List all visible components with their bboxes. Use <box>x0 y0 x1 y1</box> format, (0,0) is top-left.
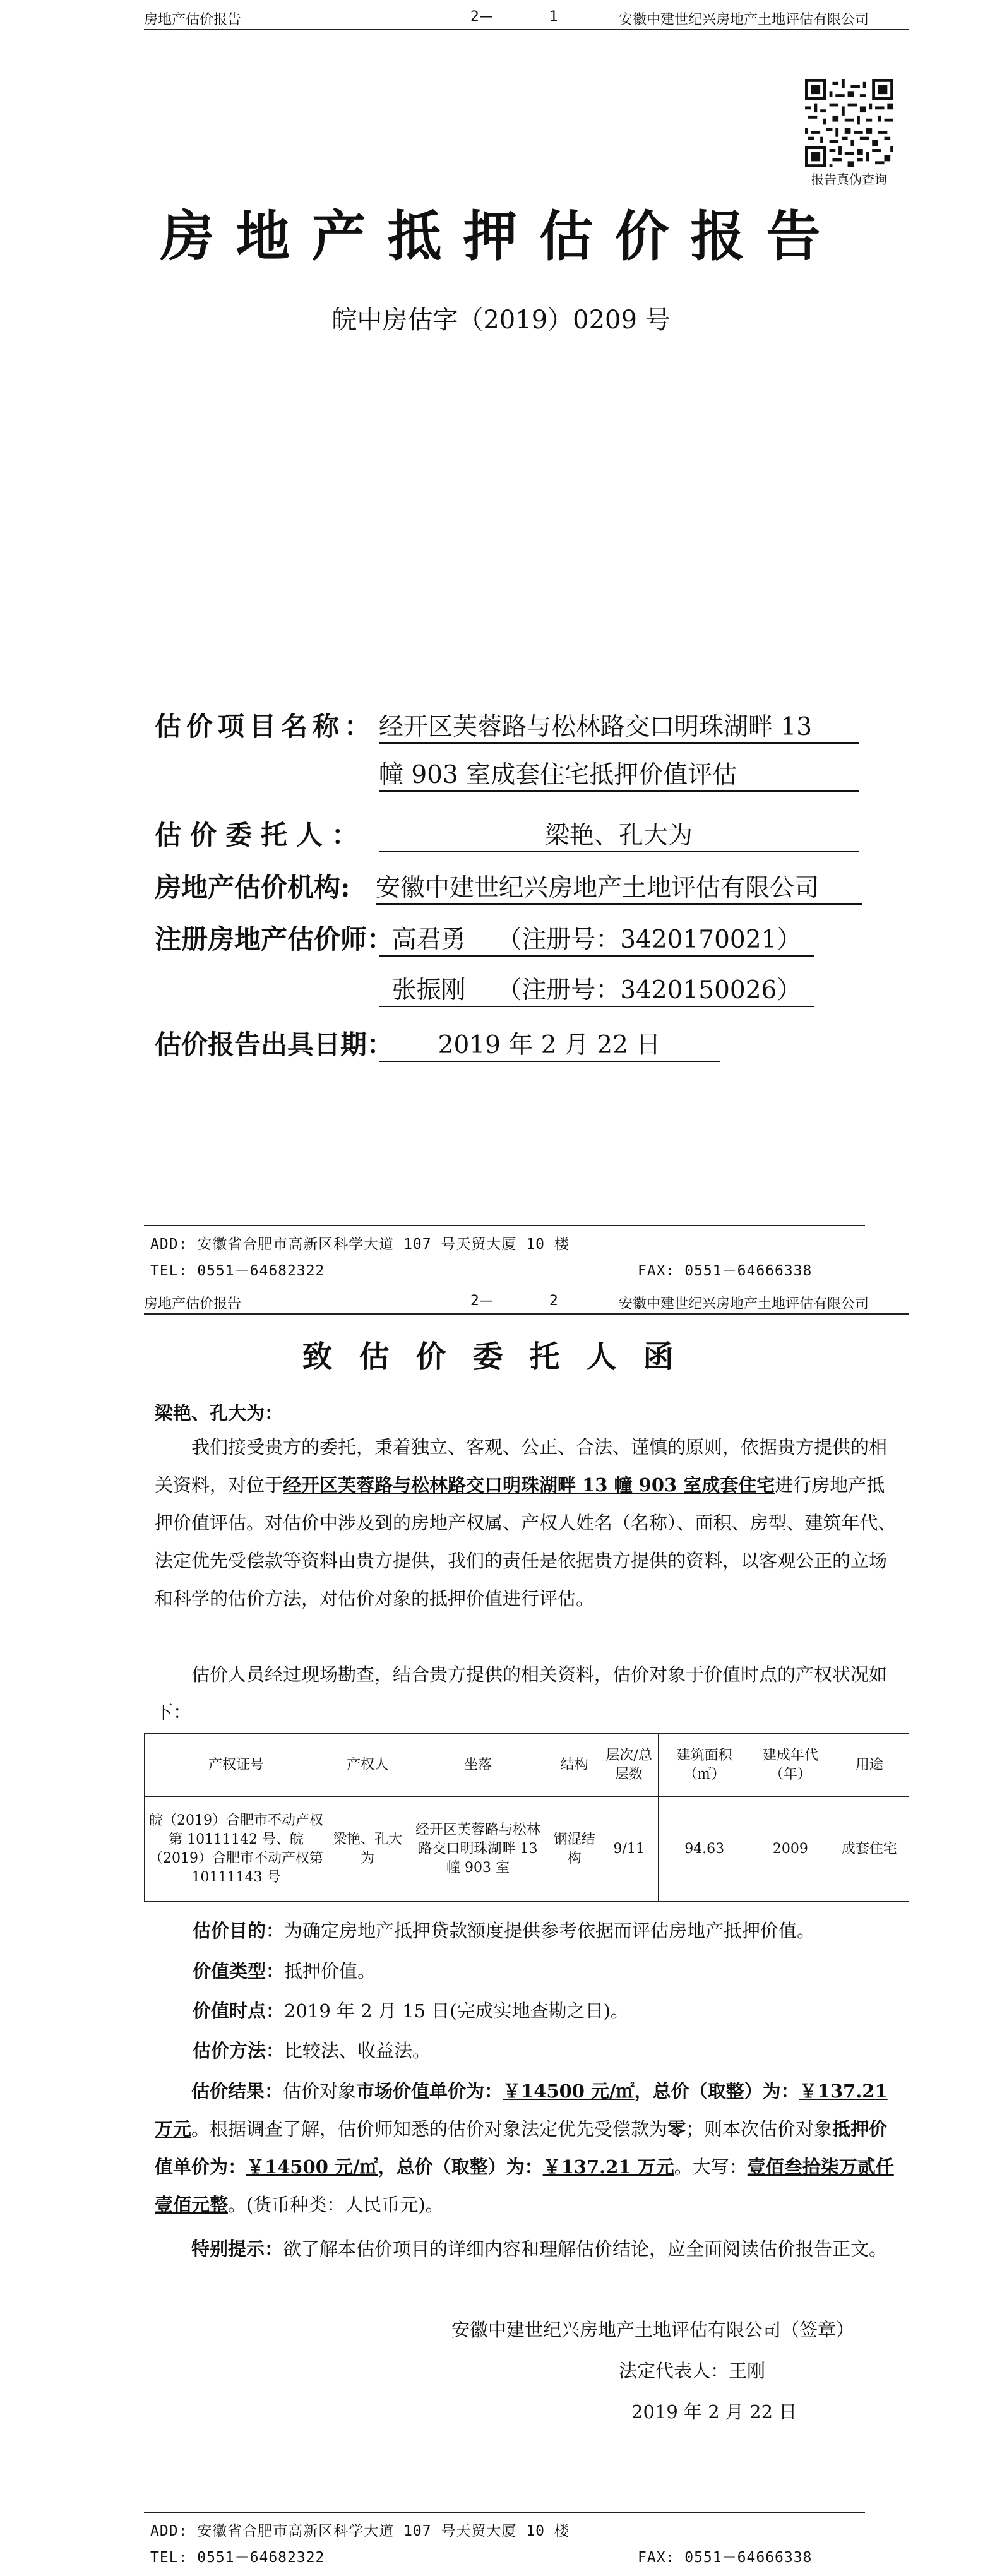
header-right: 安徽中建世纪兴房地产土地评估有限公司 <box>619 12 869 28</box>
result-text: 。大写： <box>674 2156 748 2178</box>
market-unit-price: ￥14500 元/㎡ <box>503 2080 635 2102</box>
paragraph-1-text-c: 进行房地产抵押价值评估。对估价中涉及到的房地产权属、产权人姓名（名称）、面积、房型、建筑年代、法定优先受偿款等资料由贵方提供，我们的责任是依据贵方提供的资料，以客观公正的立场和科学的估价方法，对估价对象的抵押价值进行评估。 <box>155 1474 897 1609</box>
header-left: 房地产估价报告 <box>144 1296 242 1312</box>
signature-representative: 法定代表人：王刚 <box>619 2360 766 2382</box>
paragraph-1 <box>155 1428 897 1618</box>
result-text: 。根据调查了解，估价师知悉的估价对象法定优先受偿款为 <box>191 2118 668 2140</box>
header-rule <box>144 29 909 30</box>
letter-title: 致估价委托人函 <box>302 1339 700 1374</box>
header-page-number: 1 <box>549 9 558 25</box>
project-name-line1: 经开区芙蓉路与松林路交口明珠湖畔 13 <box>379 707 859 744</box>
client-value: 梁艳、孔大为 <box>379 816 859 852</box>
mortgage-total-price: ￥137.21 万元 <box>542 2156 674 2178</box>
table-header-cell: 结构 <box>549 1734 600 1797</box>
value-time-line <box>193 1992 629 2030</box>
client-label: 估价委托人： <box>155 820 367 850</box>
value-time-value: 2019 年 2 月 15 日(完成实地查勘之日)。 <box>284 2000 629 2022</box>
footer-fax: FAX: 0551－64666338 <box>638 1263 813 1279</box>
header-right: 安徽中建世纪兴房地产土地评估有限公司 <box>619 1296 869 1312</box>
note-text: 欲了解本估价项目的详细内容和理解估价结论，应全面阅读估价报告正文。 <box>283 2238 888 2260</box>
table-cell-cert: 皖（2019）合肥市不动产权第 10111142 号、皖（2019）合肥市不动产权第 10111143 号 <box>145 1797 328 1902</box>
priority-claim: 零 <box>667 2118 686 2140</box>
table-header-cell: 产权人 <box>328 1734 407 1797</box>
note-paragraph <box>155 2230 897 2268</box>
footer-rule <box>144 1225 865 1226</box>
paragraph-2: 估价人员经过现场勘查，结合贵方提供的相关资料，估价对象于价值时点的产权状况如下： <box>155 1664 888 1723</box>
result-text: ，总价（取整）为： <box>378 2156 543 2178</box>
footer-fax: FAX: 0551－64666338 <box>638 2549 813 2566</box>
value-time-label: 价值时点： <box>193 2000 285 2022</box>
result-text: 估价对象 <box>283 2080 357 2102</box>
appraiser-label: 注册房地产估价师： <box>155 924 394 955</box>
value-type-line <box>193 1952 376 1990</box>
footer-tel: TEL: 0551－64682322 <box>150 2549 325 2566</box>
property-address: 经开区芙蓉路与松林路交口明珠湖畔 13 幢 903 室成套住宅 <box>283 1474 775 1496</box>
footer-address: ADD: 安徽省合肥市高新区科学大道 107 号天贸大厦 10 楼 <box>150 2523 570 2539</box>
result-paragraph <box>155 2072 897 2224</box>
result-text: ；则本次估价对象 <box>686 2118 833 2140</box>
header-page-dash: 2— <box>470 9 493 25</box>
table-cell-owner: 梁艳、孔大为 <box>328 1797 407 1902</box>
table-cell-location: 经开区芙蓉路与松林路交口明珠湖畔 13 幢 903 室 <box>407 1797 549 1902</box>
method-value: 比较法、收益法。 <box>284 2040 431 2061</box>
table-cell-year: 2009 <box>751 1797 830 1902</box>
project-name-line2: 幢 903 室成套住宅抵押价值评估 <box>379 755 859 792</box>
property-rights-table <box>144 1733 909 1902</box>
purpose-label: 估价目的： <box>193 1920 285 1941</box>
table-header-cell: 建筑面积（㎡） <box>658 1734 751 1797</box>
header-page-dash: 2— <box>470 1293 493 1309</box>
project-name-label: 估价项目名称： <box>155 711 376 742</box>
issue-date-label: 估价报告出具日期： <box>155 1029 394 1060</box>
agency-label: 房地产估价机构: <box>155 872 350 903</box>
mortgage-unit-price: ￥14500 元/㎡ <box>246 2156 378 2178</box>
result-text: 。(货币种类：人民币元)。 <box>228 2194 444 2215</box>
result-text: ，总价（取整）为： <box>634 2080 799 2102</box>
method-label: 估价方法： <box>193 2040 285 2061</box>
salutation: 梁艳、孔大为： <box>155 1402 283 1424</box>
result-text: 市场价值单价为： <box>356 2080 503 2102</box>
purpose-line <box>193 1912 815 1950</box>
header-rule <box>144 1313 909 1315</box>
market-total-price: ￥137.21 万元 <box>155 2080 888 2140</box>
result-label: 估价结果： <box>191 2080 283 2102</box>
signature-company: 安徽中建世纪兴房地产土地评估有限公司（签章） <box>451 2319 855 2340</box>
agency-value: 安徽中建世纪兴房地产土地评估有限公司 <box>376 868 862 905</box>
header-left: 房地产估价报告 <box>144 12 242 28</box>
report-number: 皖中房估字（2019）0209 号 <box>331 306 671 335</box>
table-header-cell: 建成年代（年） <box>751 1734 830 1797</box>
note-label: 特别提示： <box>191 2238 283 2260</box>
table-header-row <box>145 1734 909 1797</box>
result-text: 抵押价值单价为： <box>155 2118 888 2178</box>
table-header-cell: 用途 <box>830 1734 909 1797</box>
table-cell-use: 成套住宅 <box>830 1797 909 1902</box>
qr-label: 报告真伪查询 <box>811 172 887 187</box>
qr-code-icon <box>805 79 893 167</box>
method-line <box>193 2032 431 2070</box>
signature-date: 2019 年 2 月 22 日 <box>631 2401 797 2423</box>
appraiser-2: 张振刚 （注册号：3420150026） <box>379 970 814 1007</box>
table-header-cell: 层次/总层数 <box>600 1734 658 1797</box>
footer-tel: TEL: 0551－64682322 <box>150 1263 325 1279</box>
footer-rule <box>144 2512 865 2513</box>
table-cell-area: 94.63 <box>658 1797 751 1902</box>
appraiser-1: 高君勇 （注册号：3420170021） <box>379 920 814 957</box>
amount-in-words: 壹佰叁拾柒万贰仟壹佰元整 <box>155 2156 894 2215</box>
table-cell-structure: 钢混结构 <box>549 1797 600 1902</box>
report-title: 房地产抵押估价报告 <box>160 205 842 268</box>
header-page-number: 2 <box>549 1293 558 1309</box>
value-type-value: 抵押价值。 <box>284 1960 376 1982</box>
table-header-cell: 产权证号 <box>145 1734 328 1797</box>
issue-date-value: 2019 年 2 月 22 日 <box>379 1025 720 1062</box>
paragraph-1-text-a: 我们接受贵方的委托，秉着独立、客观、公正、合法、谨慎的原则，依据贵方提供的相关资料，对位于 <box>155 1436 888 1496</box>
table-header-cell: 坐落 <box>407 1734 549 1797</box>
footer-address: ADD: 安徽省合肥市高新区科学大道 107 号天贸大厦 10 楼 <box>150 1236 570 1253</box>
purpose-value: 为确定房地产抵押贷款额度提供参考依据而评估房地产抵押价值。 <box>284 1920 816 1941</box>
table-row <box>145 1797 909 1902</box>
value-type-label: 价值类型： <box>193 1960 285 1982</box>
table-cell-floor: 9/11 <box>600 1797 658 1902</box>
